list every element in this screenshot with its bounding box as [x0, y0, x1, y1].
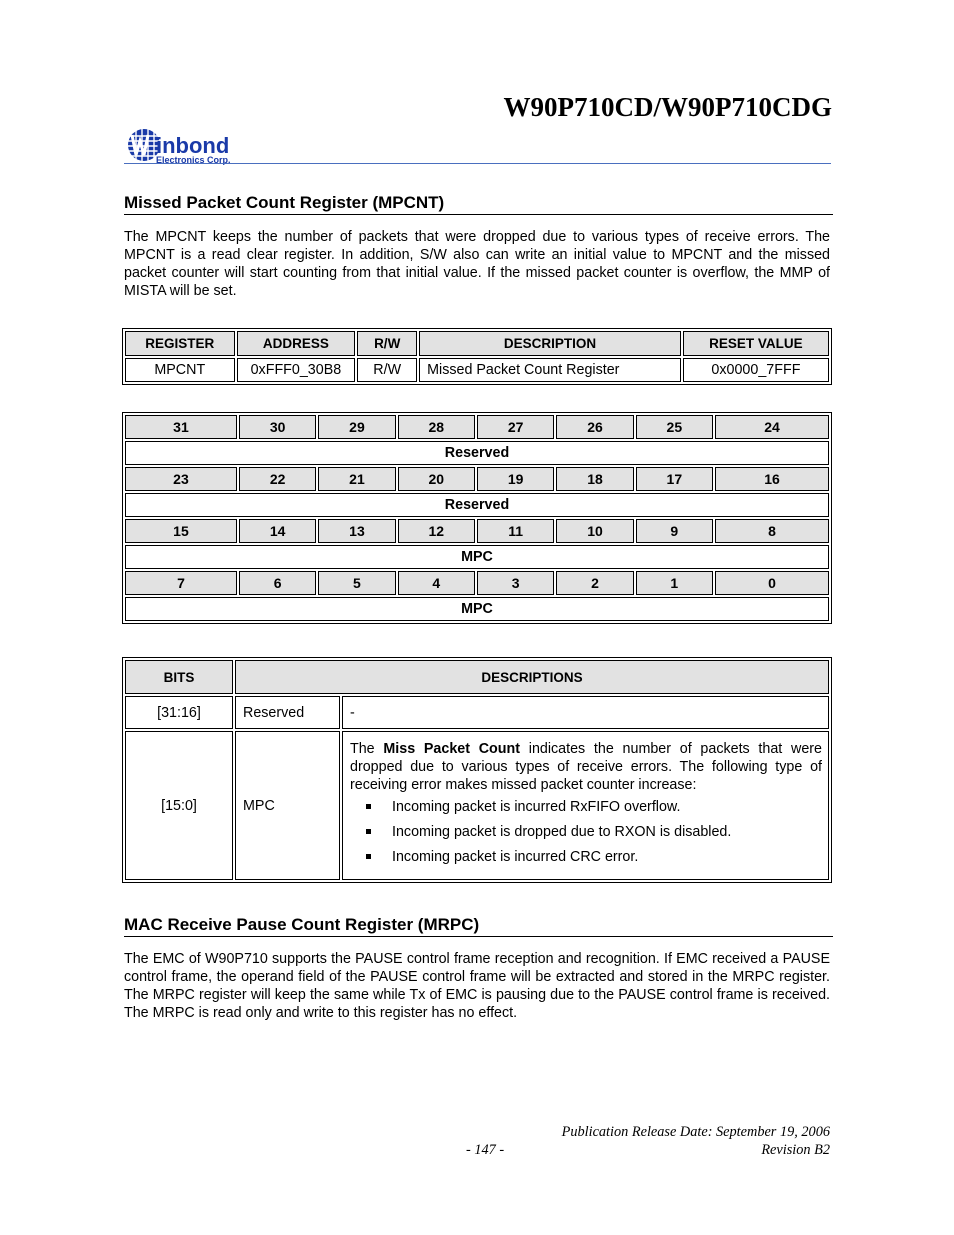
bit-cell: 15 — [125, 519, 237, 543]
address-header: ADDRESS — [237, 331, 356, 356]
bit-field-name: MPC — [125, 545, 829, 569]
publication-date: Publication Release Date: September 19, 2006 — [561, 1124, 830, 1140]
bit-field-name: MPC — [125, 597, 829, 621]
bit-cell: 8 — [715, 519, 829, 543]
rw-header: R/W — [357, 331, 417, 356]
bit-cell: 21 — [318, 467, 395, 491]
bit-cell: 13 — [318, 519, 395, 543]
bit-cell: 19 — [477, 467, 554, 491]
bit-cell: 30 — [239, 415, 316, 439]
square-bullet-icon — [366, 854, 371, 859]
bit-cell: 24 — [715, 415, 829, 439]
bit-cell: 2 — [556, 571, 633, 595]
bit-cell: 7 — [125, 571, 237, 595]
field-description: - — [342, 696, 829, 729]
bit-map-table — [122, 412, 832, 624]
error-type-list — [350, 798, 822, 866]
register-table — [122, 328, 832, 385]
svg-text:Electronics Corp.: Electronics Corp. — [156, 155, 231, 165]
mpc-description-text: The Miss Packet Count indicates the number of packets that were dropped due to various types of receive errors. The following type of receiving error makes missed packet counter increase: — [350, 741, 822, 793]
bit-cell: 26 — [556, 415, 633, 439]
bit-cell: 22 — [239, 467, 316, 491]
mrpc-paragraph: The EMC of W90P710 supports the PAUSE control frame reception and recognition. If EMC received a PAUSE control frame, the operand field of the PAUSE control frame will be extracted and stored in the MRPC register. The MRPC register will keep the same while Tx of EMC is pausing due to the PAUSE control frame is received. The MRPC is read only and write to this register has no effect. — [124, 951, 830, 1021]
bit-cell: 11 — [477, 519, 554, 543]
square-bullet-icon — [366, 829, 371, 834]
bit-cell: 9 — [636, 519, 713, 543]
bit-cell: 4 — [398, 571, 475, 595]
register-reset-value: 0x0000_7FFF — [683, 358, 829, 382]
register-description: Missed Packet Count Register — [419, 358, 681, 382]
bit-cell: 1 — [636, 571, 713, 595]
bit-field-name: Reserved — [125, 441, 829, 465]
bit-cell: 23 — [125, 467, 237, 491]
field-description — [342, 731, 829, 880]
descriptions-header: DESCRIPTIONS — [235, 660, 829, 694]
register-header: REGISTER — [125, 331, 235, 356]
mrpc-heading: MAC Receive Pause Count Register (MRPC) — [124, 915, 833, 937]
page-number: - 147 - — [466, 1142, 505, 1158]
register-name: MPCNT — [125, 358, 235, 382]
register-rw: R/W — [357, 358, 417, 382]
field-name: MPC — [235, 731, 340, 880]
bit-field-name: Reserved — [125, 493, 829, 517]
description-header: DESCRIPTION — [419, 331, 681, 356]
bit-cell: 14 — [239, 519, 316, 543]
bit-cell: 3 — [477, 571, 554, 595]
mpcnt-heading: Missed Packet Count Register (MPCNT) — [124, 193, 833, 215]
document-title: W90P710CD/W90P710CDG — [503, 92, 832, 122]
field-name: Reserved — [235, 696, 340, 729]
register-address: 0xFFF0_30B8 — [237, 358, 356, 382]
bit-cell: 25 — [636, 415, 713, 439]
bits-range: [31:16] — [125, 696, 233, 729]
svg-text:inbond: inbond — [156, 133, 230, 158]
list-item: Incoming packet is incurred CRC error. — [350, 848, 822, 866]
bit-cell: 0 — [715, 571, 829, 595]
reset-value-header: RESET VALUE — [683, 331, 829, 356]
bit-cell: 17 — [636, 467, 713, 491]
bits-header: BITS — [125, 660, 233, 694]
bit-cell: 6 — [239, 571, 316, 595]
square-bullet-icon — [366, 804, 371, 809]
list-item: Incoming packet is dropped due to RXON is disabled. — [350, 823, 822, 841]
bit-cell: 31 — [125, 415, 237, 439]
list-item: Incoming packet is incurred RxFIFO overflow. — [350, 798, 822, 816]
bit-description-table — [122, 657, 832, 883]
winbond-logo — [126, 126, 256, 166]
bits-range: [15:0] — [125, 731, 233, 880]
bit-cell: 20 — [398, 467, 475, 491]
bit-cell: 27 — [477, 415, 554, 439]
bit-cell: 16 — [715, 467, 829, 491]
header-divider — [124, 163, 831, 164]
bit-cell: 5 — [318, 571, 395, 595]
revision: Revision B2 — [761, 1142, 830, 1158]
bit-cell: 28 — [398, 415, 475, 439]
bit-cell: 10 — [556, 519, 633, 543]
mpcnt-paragraph: The MPCNT keeps the number of packets that were dropped due to various types of receive errors. The MPCNT is a read clear register. In addition, S/W also can write an initial value to MPCNT and the missed packet counter will start counting from that initial value. If the missed packet counter is overflow, the MMP of MISTA will be set. — [124, 229, 830, 299]
bit-cell: 12 — [398, 519, 475, 543]
bit-cell: 29 — [318, 415, 395, 439]
bit-cell: 18 — [556, 467, 633, 491]
